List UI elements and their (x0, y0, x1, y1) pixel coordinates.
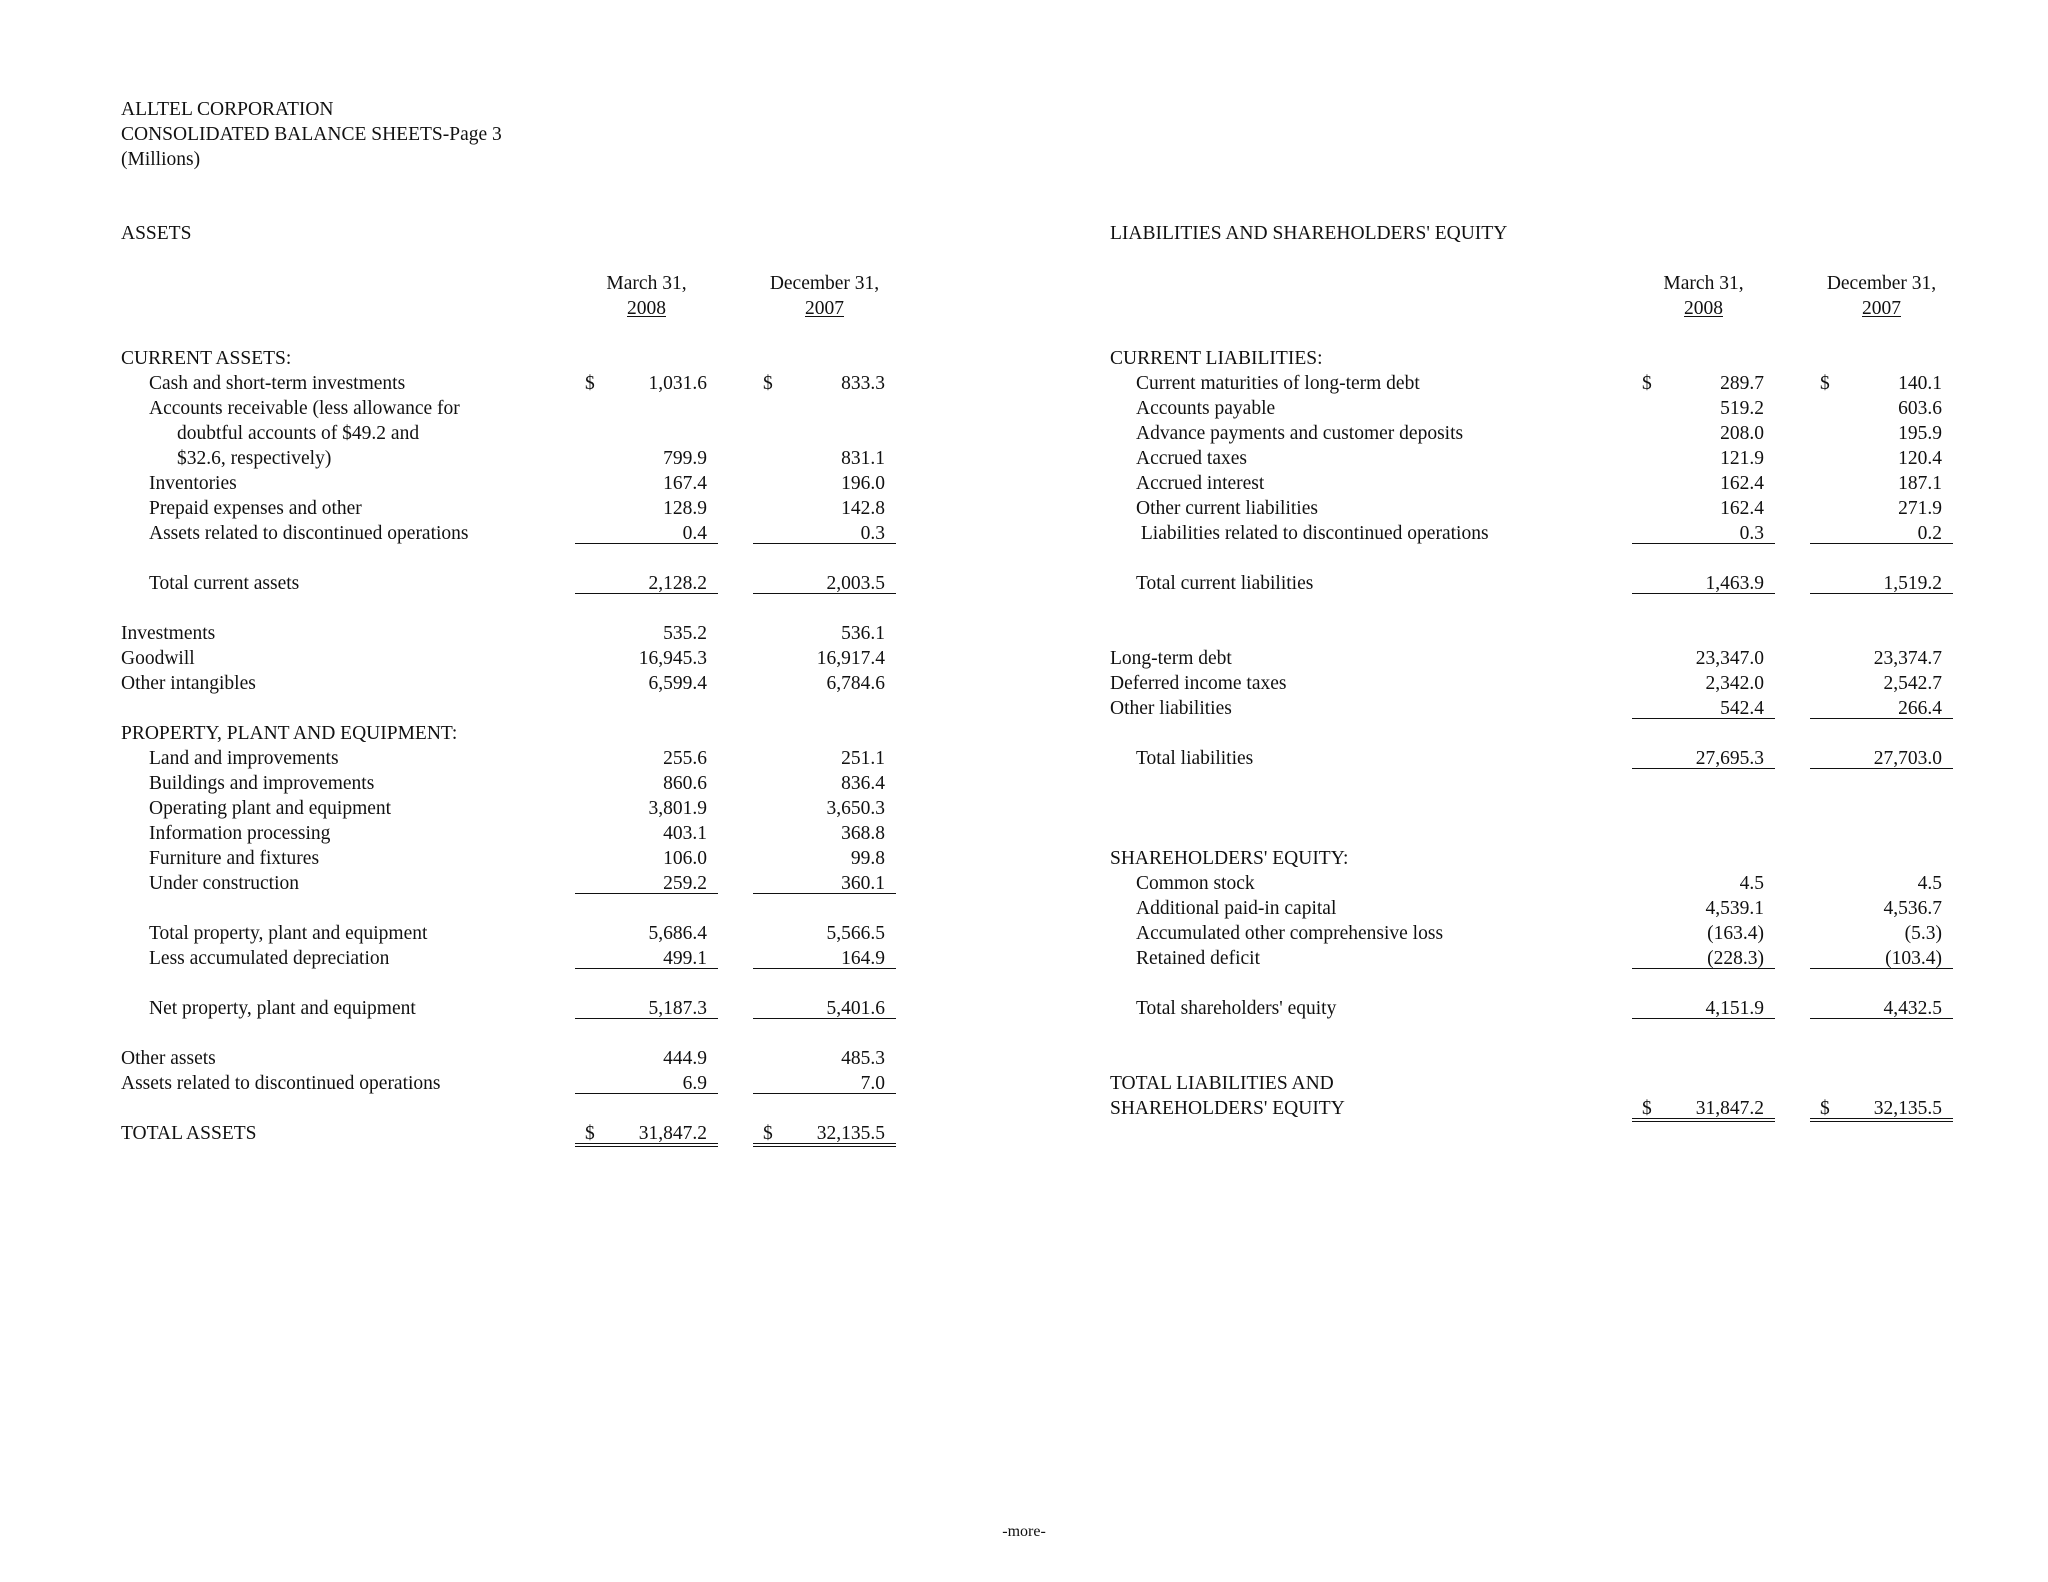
amount: 6,784.6 (826, 673, 885, 694)
amount: 4.5 (1917, 873, 1942, 894)
amount: 195.9 (1898, 423, 1942, 444)
value-cell-mar-2008 (1632, 1096, 1775, 1122)
value-cell-dec-2007 (1810, 996, 1953, 1019)
amount: 535.2 (663, 623, 707, 644)
liabilities-row (0, 671, 2048, 696)
row-label: TOTAL ASSETS (121, 1123, 257, 1144)
liabilities-row (0, 696, 2048, 721)
col-date: December 31, (1826, 273, 1937, 294)
amount: 2,003.5 (826, 573, 885, 594)
units-note: (Millions) (121, 149, 201, 170)
row-label: Land and improvements (149, 748, 339, 769)
amount: 266.4 (1898, 698, 1942, 719)
row-label: Current maturities of long-term debt (1136, 373, 1420, 394)
row-label: Total current liabilities (1136, 573, 1314, 594)
row-label: Other current liabilities (1136, 498, 1318, 519)
liabilities-row (0, 471, 2048, 496)
dollar-sign: $ (1820, 373, 1830, 394)
value-cell-mar-2008 (1632, 946, 1775, 969)
value-cell-dec-2007 (1810, 1096, 1953, 1122)
dollar-sign: $ (1642, 373, 1652, 394)
row-label: Prepaid expenses and other (149, 498, 362, 519)
amount: 403.1 (663, 823, 707, 844)
amount: 32,135.5 (1873, 1098, 1942, 1119)
liabilities-row (0, 446, 2048, 471)
value-cell-dec-2007 (1810, 696, 1953, 719)
amount: 2,542.7 (1883, 673, 1942, 694)
value-cell-dec-2007 (1810, 571, 1953, 594)
value-cell-mar-2008 (1632, 671, 1775, 693)
amount: 31,847.2 (1695, 1098, 1764, 1119)
row-label: Other liabilities (1110, 698, 1232, 719)
value-cell-dec-2007 (1810, 471, 1953, 493)
col-year: 2008 (1684, 298, 1723, 319)
statement-title: CONSOLIDATED BALANCE SHEETS-Page 3 (121, 124, 502, 145)
amount: 6,599.4 (648, 673, 707, 694)
amount: (228.3) (1707, 948, 1764, 969)
row-label: Accounts receivable (less allowance for (149, 398, 460, 419)
row-label: SHAREHOLDERS' EQUITY: (1110, 848, 1349, 869)
dollar-sign: $ (763, 373, 773, 394)
amount: 23,347.0 (1695, 648, 1764, 669)
liabilities-col-header-dec-2007 (1810, 271, 1953, 321)
row-label: TOTAL LIABILITIES AND (1110, 1073, 1334, 1094)
row-label: Assets related to discontinued operations (149, 523, 469, 544)
amount: 4,432.5 (1883, 998, 1942, 1019)
amount: (163.4) (1707, 923, 1764, 944)
liabilities-row (0, 971, 2048, 996)
row-label: Accumulated other comprehensive loss (1136, 923, 1444, 944)
dollar-sign: $ (1820, 1098, 1830, 1119)
liabilities-section-title: LIABILITIES AND SHAREHOLDERS' EQUITY (1110, 223, 1508, 244)
row-label: PROPERTY, PLANT AND EQUIPMENT: (121, 723, 458, 744)
row-label: Total liabilities (1136, 748, 1254, 769)
liabilities-row (0, 396, 2048, 421)
row-label: Less accumulated depreciation (149, 948, 390, 969)
value-cell-dec-2007 (1810, 921, 1953, 943)
value-cell-mar-2008 (575, 1121, 718, 1147)
value-cell-dec-2007 (1810, 746, 1953, 769)
dollar-sign: $ (585, 373, 595, 394)
amount: 360.1 (841, 873, 885, 894)
amount: 0.2 (1917, 523, 1942, 544)
value-cell-dec-2007 (1810, 946, 1953, 969)
liabilities-row (0, 1071, 2048, 1096)
dollar-sign: $ (1642, 1098, 1652, 1119)
value-cell-mar-2008 (1632, 896, 1775, 918)
liabilities-row (0, 596, 2048, 621)
value-cell-mar-2008 (1632, 421, 1775, 443)
continuation-marker: -more- (1002, 1523, 1046, 1540)
row-label: Additional paid-in capital (1136, 898, 1337, 919)
row-label: Inventories (149, 473, 237, 494)
col-year: 2008 (627, 298, 666, 319)
liabilities-row (0, 521, 2048, 546)
row-label: Total property, plant and equipment (149, 923, 428, 944)
row-label: Other intangibles (121, 673, 256, 694)
col-year: 2007 (1862, 298, 1901, 319)
amount: 196.0 (841, 473, 885, 494)
amount: 31,847.2 (638, 1123, 707, 1144)
amount: 16,945.3 (638, 648, 707, 669)
value-cell-dec-2007 (1810, 646, 1953, 668)
amount: 255.6 (663, 748, 707, 769)
col-date: March 31, (1663, 273, 1744, 294)
row-label: Common stock (1136, 873, 1255, 894)
amount: 3,801.9 (648, 798, 707, 819)
liabilities-row (0, 946, 2048, 971)
value-cell-mar-2008 (1632, 521, 1775, 544)
row-label: Deferred income taxes (1110, 673, 1287, 694)
amount: 2,342.0 (1705, 673, 1764, 694)
row-label: Other assets (121, 1048, 216, 1069)
liabilities-row (0, 371, 2048, 396)
amount: 1,463.9 (1705, 573, 1764, 594)
amount: 3,650.3 (826, 798, 885, 819)
amount: 140.1 (1898, 373, 1942, 394)
value-cell-mar-2008 (1632, 496, 1775, 518)
amount: 833.3 (841, 373, 885, 394)
amount: 5,686.4 (648, 923, 707, 944)
value-cell-mar-2008 (1632, 471, 1775, 493)
row-label: Liabilities related to discontinued operations (1136, 523, 1489, 544)
amount: 799.9 (663, 448, 707, 469)
amount: 4,151.9 (1705, 998, 1764, 1019)
amount: 499.1 (663, 948, 707, 969)
liabilities-row (0, 896, 2048, 921)
liabilities-row (0, 871, 2048, 896)
row-label: Furniture and fixtures (149, 848, 320, 869)
amount: 16,917.4 (816, 648, 885, 669)
value-cell-mar-2008 (1632, 571, 1775, 594)
amount: 836.4 (841, 773, 885, 794)
liabilities-row (0, 421, 2048, 446)
liabilities-row (0, 646, 2048, 671)
amount: 32,135.5 (816, 1123, 885, 1144)
amount: 5,566.5 (826, 923, 885, 944)
amount: 519.2 (1720, 398, 1764, 419)
value-cell-dec-2007 (1810, 371, 1953, 393)
value-cell-mar-2008 (1632, 921, 1775, 943)
amount: 27,703.0 (1873, 748, 1942, 769)
row-label: Retained deficit (1136, 948, 1260, 969)
row-label: CURRENT LIABILITIES: (1110, 348, 1323, 369)
amount: 99.8 (850, 848, 885, 869)
liabilities-row (0, 571, 2048, 596)
amount: 4,536.7 (1883, 898, 1942, 919)
assets-row (0, 1121, 2048, 1146)
value-cell-mar-2008 (1632, 446, 1775, 468)
amount: 142.8 (841, 498, 885, 519)
row-label: Net property, plant and equipment (149, 998, 416, 1019)
amount: 289.7 (1720, 373, 1764, 394)
amount: 444.9 (663, 1048, 707, 1069)
liabilities-row (0, 921, 2048, 946)
row-label: SHAREHOLDERS' EQUITY (1110, 1098, 1345, 1119)
row-label: Goodwill (121, 648, 195, 669)
amount: 536.1 (841, 623, 885, 644)
value-cell-mar-2008 (1632, 996, 1775, 1019)
amount: 162.4 (1720, 473, 1764, 494)
amount: 208.0 (1720, 423, 1764, 444)
assets-col-header-mar-2008 (575, 271, 718, 321)
amount: 2,128.2 (648, 573, 707, 594)
liabilities-row (0, 796, 2048, 821)
amount: 6.9 (682, 1073, 707, 1094)
value-cell-dec-2007 (1810, 896, 1953, 918)
amount: 271.9 (1898, 498, 1942, 519)
amount: 121.9 (1720, 448, 1764, 469)
value-cell-dec-2007 (1810, 871, 1953, 893)
liabilities-row (0, 496, 2048, 521)
amount: 7.0 (860, 1073, 885, 1094)
row-label: Information processing (149, 823, 331, 844)
value-cell-dec-2007 (1810, 396, 1953, 418)
amount: 5,187.3 (648, 998, 707, 1019)
amount: 106.0 (663, 848, 707, 869)
liabilities-row (0, 771, 2048, 796)
row-label: Investments (121, 623, 216, 644)
col-date: December 31, (769, 273, 880, 294)
liabilities-row (0, 1021, 2048, 1046)
liabilities-row (0, 346, 2048, 371)
amount: 0.4 (682, 523, 707, 544)
document-header (121, 97, 502, 172)
amount: 1,031.6 (648, 373, 707, 394)
dollar-sign: $ (763, 1123, 773, 1144)
row-label: Operating plant and equipment (149, 798, 392, 819)
value-cell-mar-2008 (1632, 396, 1775, 418)
liabilities-row (0, 1046, 2048, 1071)
amount: 485.3 (841, 1048, 885, 1069)
amount: 1,519.2 (1883, 573, 1942, 594)
dollar-sign: $ (585, 1123, 595, 1144)
amount: (103.4) (1885, 948, 1942, 969)
col-date: March 31, (606, 273, 687, 294)
amount: 27,695.3 (1695, 748, 1764, 769)
row-label: Buildings and improvements (149, 773, 375, 794)
amount: 0.3 (1739, 523, 1764, 544)
amount: 120.4 (1898, 448, 1942, 469)
liabilities-row (0, 1096, 2048, 1121)
amount: 0.3 (860, 523, 885, 544)
row-label: Accrued taxes (1136, 448, 1247, 469)
liabilities-col-header-mar-2008 (1632, 271, 1775, 321)
amount: 368.8 (841, 823, 885, 844)
amount: 4,539.1 (1705, 898, 1764, 919)
assets-col-header-dec-2007 (753, 271, 896, 321)
amount: 542.4 (1720, 698, 1764, 719)
liabilities-row (0, 996, 2048, 1021)
value-cell-dec-2007 (1810, 421, 1953, 443)
amount: 5,401.6 (826, 998, 885, 1019)
row-label: Assets related to discontinued operations (121, 1073, 441, 1094)
amount: 603.6 (1898, 398, 1942, 419)
row-label: Accrued interest (1136, 473, 1265, 494)
value-cell-mar-2008 (1632, 871, 1775, 893)
row-label: Advance payments and customer deposits (1136, 423, 1464, 444)
row-label: Long-term debt (1110, 648, 1232, 669)
liabilities-row (0, 746, 2048, 771)
amount: 164.9 (841, 948, 885, 969)
row-label: Total current assets (149, 573, 300, 594)
value-cell-mar-2008 (1632, 696, 1775, 719)
amount: 831.1 (841, 448, 885, 469)
liabilities-row (0, 721, 2048, 746)
amount: 4.5 (1739, 873, 1764, 894)
liabilities-row (0, 621, 2048, 646)
row-label: doubtful accounts of $49.2 and (177, 423, 420, 444)
amount: 162.4 (1720, 498, 1764, 519)
row-label: CURRENT ASSETS: (121, 348, 292, 369)
row-label: Under construction (149, 873, 300, 894)
amount: 860.6 (663, 773, 707, 794)
row-label: Cash and short-term investments (149, 373, 406, 394)
liabilities-row (0, 821, 2048, 846)
value-cell-dec-2007 (753, 1121, 896, 1147)
row-label: $32.6, respectively) (177, 448, 332, 469)
amount: 251.1 (841, 748, 885, 769)
value-cell-mar-2008 (1632, 371, 1775, 393)
amount: 167.4 (663, 473, 707, 494)
assets-section-title: ASSETS (121, 223, 192, 244)
liabilities-row (0, 846, 2048, 871)
amount: 128.9 (663, 498, 707, 519)
amount: 187.1 (1898, 473, 1942, 494)
value-cell-mar-2008 (1632, 646, 1775, 668)
row-label: Total shareholders' equity (1136, 998, 1337, 1019)
value-cell-mar-2008 (1632, 746, 1775, 769)
value-cell-dec-2007 (1810, 521, 1953, 544)
liabilities-row (0, 546, 2048, 571)
col-year: 2007 (805, 298, 844, 319)
amount: 23,374.7 (1873, 648, 1942, 669)
value-cell-dec-2007 (1810, 671, 1953, 693)
amount: (5.3) (1904, 923, 1942, 944)
amount: 259.2 (663, 873, 707, 894)
company-name: ALLTEL CORPORATION (121, 99, 334, 120)
value-cell-dec-2007 (1810, 496, 1953, 518)
row-label: Accounts payable (1136, 398, 1276, 419)
value-cell-dec-2007 (1810, 446, 1953, 468)
